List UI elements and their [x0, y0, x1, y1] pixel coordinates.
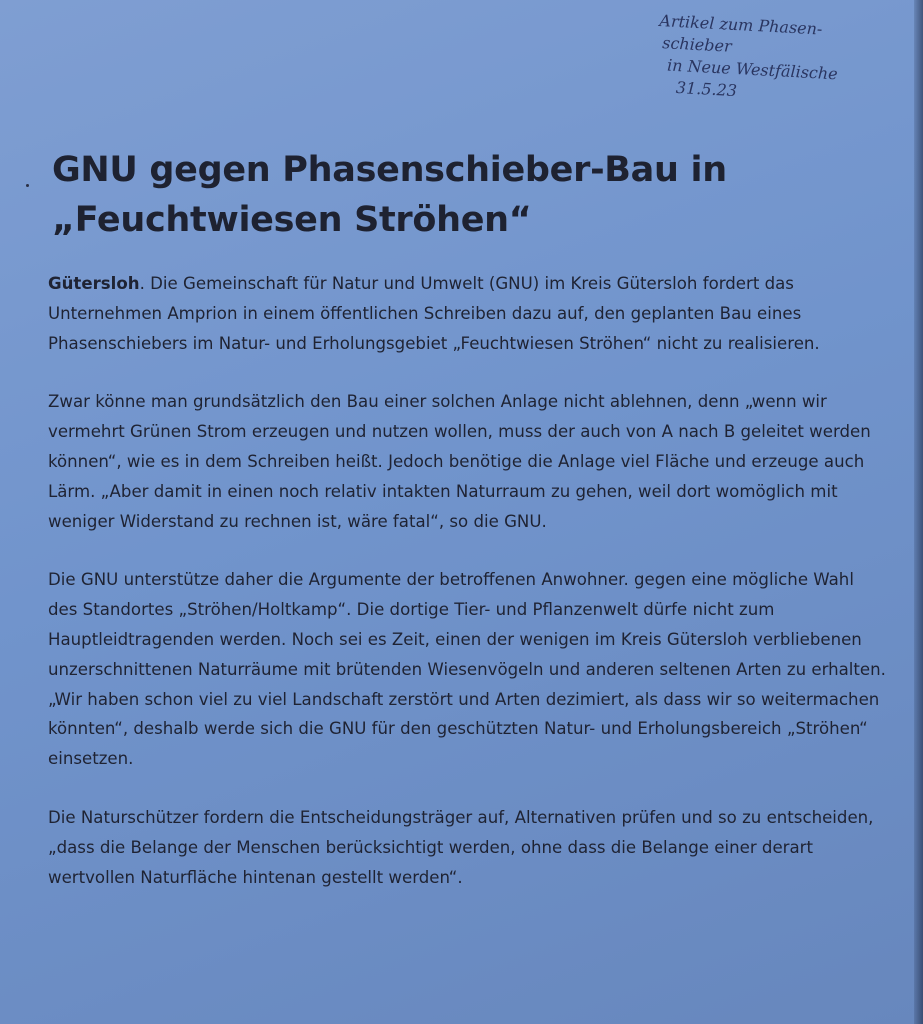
article-body [48, 269, 888, 921]
headline-line: „Feuchtwiesen Ströhen“ [52, 200, 532, 240]
dateline-place: Gütersloh [48, 274, 140, 293]
article-paragraph: Zwar könne man grundsätzlich den Bau einer solchen Anlage nicht ablehnen, denn „wenn wir vermehrt Grünen Strom erzeugen und nutzen wollen, muss der auch von A nach B geleitet werden können“, wie es in dem Schreiben heißt. Jedoch benötige die Anlage viel Fläche und erzeuge auch Lärm. „Aber damit in einen noch relativ intakten Naturraum zu gehen, weil dort womöglich mit weniger Widerstand zu rechnen ist, wäre fatal“, so die GNU. [48, 392, 871, 531]
note-line: in Neue Westfälische [666, 55, 839, 84]
handwritten-note [655, 10, 909, 111]
article-paragraph: Die GNU unterstütze daher die Argumente der betroffenen Anwohner. gegen eine mögliche Wahl des Standortes „Ströhen/Holtkamp“. Die dortige Tier- und Pflanzenwelt dürfe nicht zum Hauptleidtragenden werden. Noch sei es Zeit, einen der wenigen im Kreis Gütersloh verbliebenen unzerschnittenen Naturräume mit brütenden Wiesenvögeln und anderen seltenen Arten zu erhalten. „Wir haben schon viel zu viel Landschaft zerstört und Arten dezimiert, als dass wir so weitermachen könnten“, deshalb werde sich die GNU für den geschützten Natur- und Erholungsbereich „Ströhen“ einsetzen. [48, 570, 886, 769]
article-headline [52, 145, 832, 245]
article-paragraph: Die Naturschützer fordern die Entscheidungsträger auf, Alternativen prüfen und so zu entscheiden, „dass die Belange der Menschen berücksichtigt werden, ohne dass die Belange einer derart wertvollen Naturfläche hintenan gestellt werden“. [48, 807, 874, 887]
note-line: 31.5.23 [675, 77, 738, 101]
note-line: Artikel zum Phasen- [658, 10, 823, 39]
note-line: schieber [661, 33, 733, 56]
article-paragraph [48, 269, 888, 358]
paragraph-text: . Die Gemeinschaft für Natur und Umwelt (GNU) im Kreis Gütersloh fordert das Unternehmen Amprion in einem öffentlichen Schreiben dazu auf, den geplanten Bau eines Phasenschiebers im Natur- und Erholungsgebiet „Feuchtwiesen Ströhen“ nicht zu realisieren. [48, 274, 820, 353]
paper-edge-shadow [914, 0, 923, 1024]
headline-line: GNU gegen Phasenschieber-Bau in [52, 150, 727, 190]
paper-mark [26, 184, 29, 187]
